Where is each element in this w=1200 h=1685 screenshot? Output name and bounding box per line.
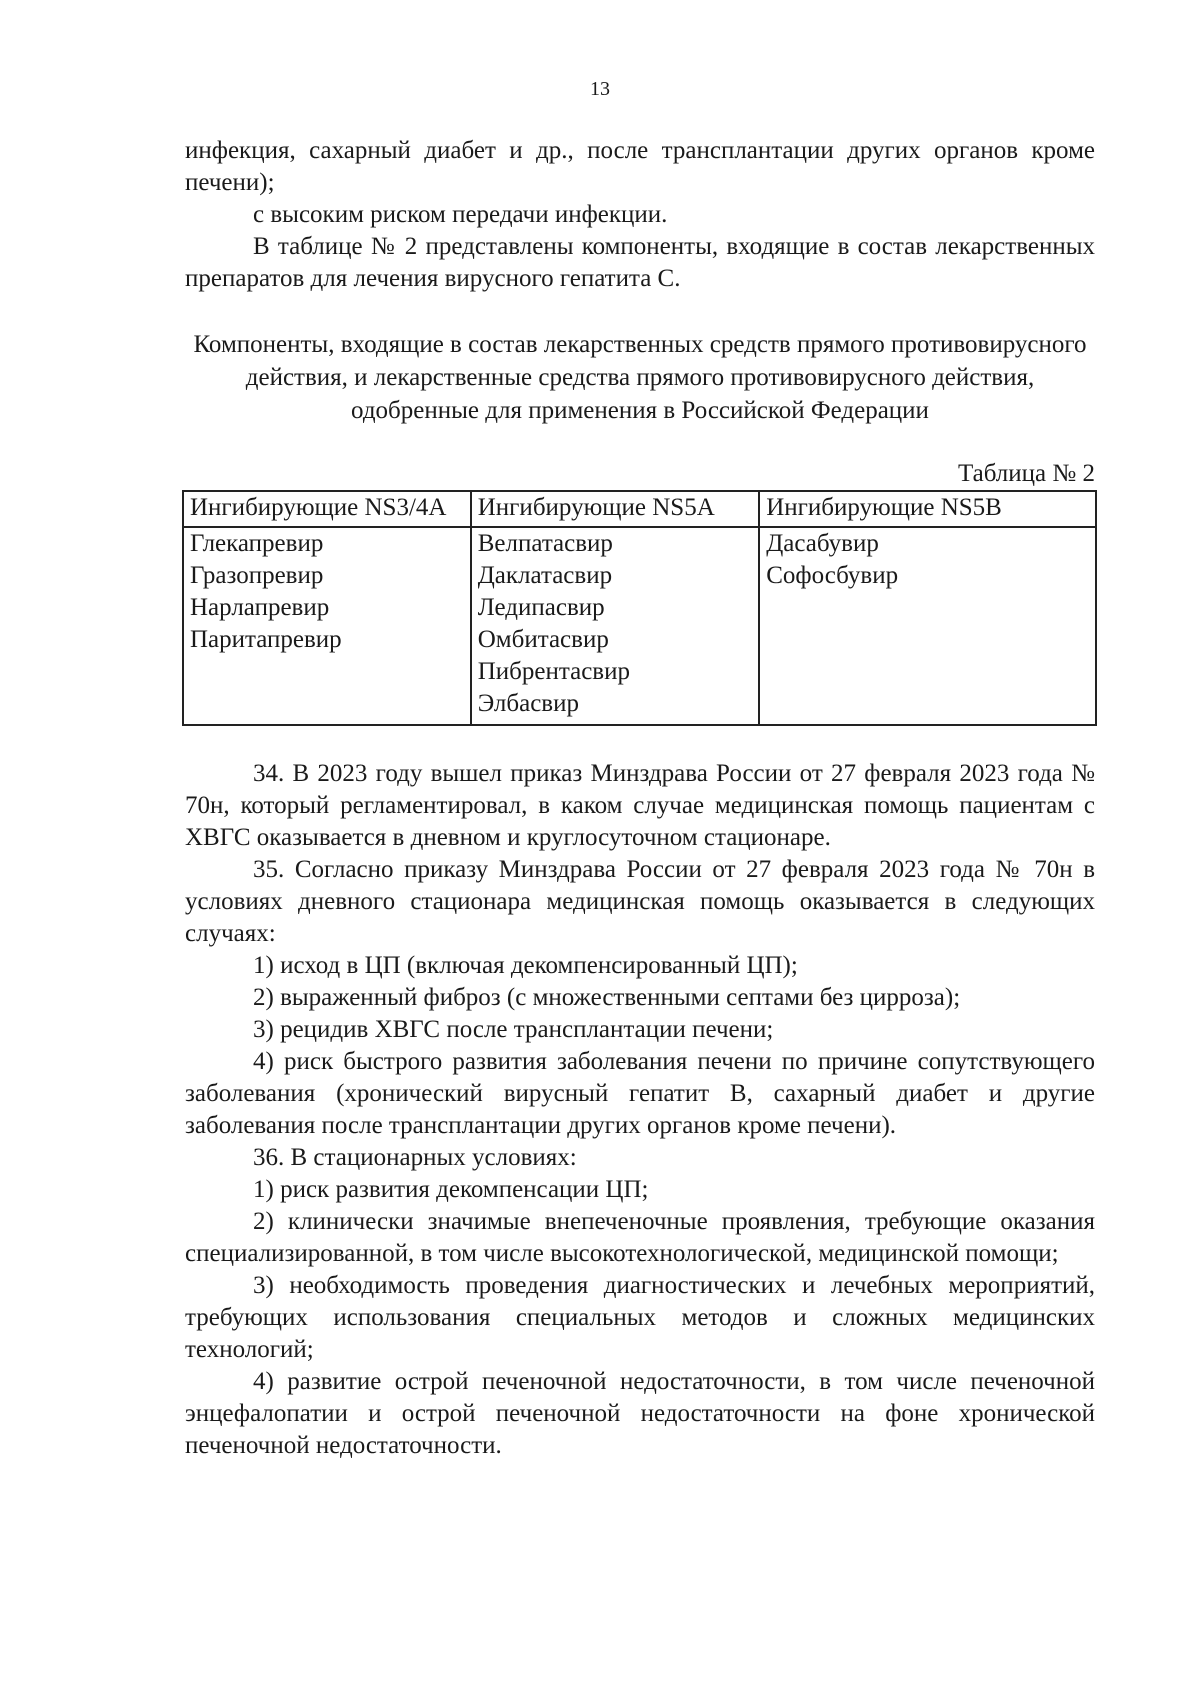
drug-name: Нарлапревир (190, 594, 330, 621)
clauses-text (185, 758, 1095, 1462)
ns5b-cell (759, 527, 1096, 725)
table-header-row (183, 491, 1096, 527)
ns3-4a-cell (183, 527, 471, 725)
drug-components-table (182, 490, 1097, 726)
drug-name: Элбасвир (477, 690, 579, 717)
column-header: Ингибирующие NS3/4A (183, 491, 471, 527)
paragraph: В таблице № 2 представлены компоненты, входящие в состав лекарственных препаратов для лечения вирусного гепатита С. (185, 233, 1095, 292)
paragraph: 34. В 2023 году вышел приказ Минздрава России от 27 февраля 2023 года № 70н, который регламентировал, в каком случае медицинская помощь пациентам с ХВГС оказывается в дневном и круглосуточном стационаре. (185, 760, 1095, 851)
list-item: 2) клинически значимые внепеченочные проявления, требующие оказания специализированной, в том числе высокотехнологической, медицинской помощи; (185, 1208, 1095, 1267)
drug-name: Софосбувир (766, 562, 899, 589)
list-item: 4) развитие острой печеночной недостаточности, в том числе печеночной энцефалопатии и острой печеночной недостаточности на фоне хронической печеночной недостаточности. (185, 1368, 1095, 1459)
drug-name: Дасабувир (766, 530, 879, 557)
drug-name: Велпатасвир (477, 530, 613, 557)
list-item: 1) риск развития декомпенсации ЦП; (253, 1176, 649, 1203)
table-row (183, 527, 1096, 725)
list-item: 1) исход в ЦП (включая декомпенсированный ЦП); (253, 952, 798, 979)
drug-name: Омбитасвир (477, 626, 609, 653)
intro-text (185, 135, 1095, 295)
list-item: 3) необходимость проведения диагностических и лечебных мероприятий, требующих использования специальных методов и сложных медицинских технологий; (185, 1272, 1095, 1363)
ns5a-cell (471, 527, 759, 725)
table-title: Компоненты, входящие в состав лекарственных средств прямого противовирусного действия, и лекарственные средства прямого противовирусного действия, одобренные для применения в Российской Федерации (193, 331, 1087, 424)
column-header: Ингибирующие NS5B (759, 491, 1096, 527)
list-item: 4) риск быстрого развития заболевания печени по причине сопутствующего заболевания (хронический вирусный гепатит В, сахарный диабет и другие заболевания после трансплантации других органов кроме печени). (185, 1048, 1095, 1139)
paragraph: 36. В стационарных условиях: (253, 1144, 577, 1171)
paragraph: 35. Согласно приказу Минздрава России от 27 февраля 2023 года № 70н в условиях дневного стационара медицинская помощь оказывается в следующих случаях: (185, 856, 1095, 947)
page-number: 13 (590, 78, 610, 100)
drug-name: Пибрентасвир (477, 658, 630, 685)
drug-name: Паритапревир (190, 626, 342, 653)
list-item: 2) выраженный фиброз (с множественными септами без цирроза); (253, 984, 961, 1011)
paragraph: инфекция, сахарный диабет и др., после трансплантации других органов кроме печени); (185, 137, 1095, 196)
drug-name: Даклатасвир (477, 562, 613, 589)
table-label: Таблица № 2 (957, 460, 1095, 487)
drug-name: Ледипасвир (477, 594, 605, 621)
drug-name: Глекапревир (190, 530, 324, 557)
list-item: 3) рецидив ХВГС после трансплантации печени; (253, 1016, 774, 1043)
drug-name: Гразопревир (190, 562, 324, 589)
paragraph: с высоким риском передачи инфекции. (253, 201, 668, 228)
column-header: Ингибирующие NS5A (471, 491, 759, 527)
